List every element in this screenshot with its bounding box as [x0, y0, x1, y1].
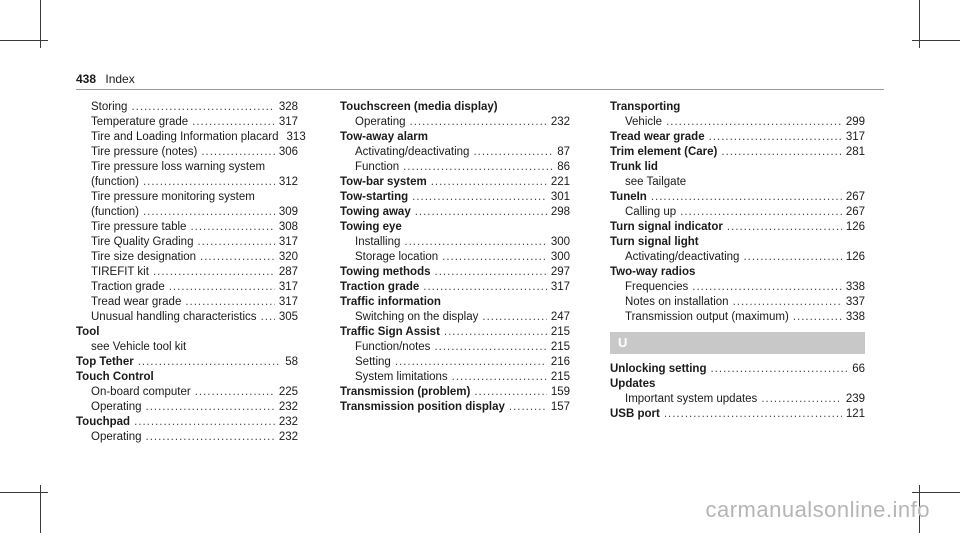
entry-label: System limitations	[355, 371, 448, 383]
index-heading: Two-way radios	[610, 266, 696, 278]
page-reference: 267	[845, 206, 865, 218]
page-reference: 306	[278, 146, 298, 158]
entry-label: Transmission position display	[340, 401, 505, 413]
entry-label: Transmission output (maximum)	[625, 311, 789, 323]
index-entry[interactable]	[610, 362, 865, 377]
entry-label: Activating/deactivating	[355, 146, 470, 158]
page-reference: 215	[550, 371, 570, 383]
dot-leader	[146, 430, 275, 445]
page-reference: 126	[845, 221, 865, 233]
index-heading: Tool	[76, 326, 100, 338]
index-entry[interactable]	[340, 385, 570, 400]
dot-leader	[134, 415, 275, 430]
index-subentry: Tire pressure loss warning system	[91, 161, 266, 173]
index-entry[interactable]	[340, 325, 570, 340]
crop-mark	[0, 40, 48, 41]
index-entry[interactable]	[610, 407, 865, 422]
page-reference: 225	[278, 386, 298, 398]
entry-label: (function)	[91, 206, 139, 218]
page-reference: 312	[278, 176, 298, 188]
dot-leader	[509, 400, 547, 415]
dot-leader	[138, 355, 281, 370]
index-subentry: see Tailgate	[625, 176, 687, 188]
entry-label: Tire and Loading Information placard	[91, 131, 279, 143]
entry-label: Turn signal indicator	[610, 221, 723, 233]
index-entry[interactable]	[340, 190, 570, 205]
page-reference: 126	[845, 251, 865, 263]
entry-label: Tread wear grade	[610, 131, 705, 143]
page-reference: 232	[550, 116, 570, 128]
entry-label: Traction grade	[340, 281, 420, 293]
entry-label: Storage location	[355, 251, 439, 263]
page-reference: 215	[550, 341, 570, 353]
entry-label: Trim element (Care)	[610, 146, 718, 158]
page-reference: 308	[278, 221, 298, 233]
dot-leader	[192, 115, 275, 130]
index-subentry[interactable]	[340, 340, 570, 355]
page-reference: 239	[845, 393, 865, 405]
entry-label: Setting	[355, 356, 391, 368]
index-subentry[interactable]	[76, 295, 298, 310]
dot-leader	[431, 175, 547, 190]
entry-label: TIREFIT kit	[91, 266, 149, 278]
dot-leader	[403, 160, 553, 175]
dot-leader	[185, 295, 274, 310]
index-subentry[interactable]	[340, 235, 570, 250]
crop-mark	[912, 40, 960, 41]
dot-leader	[721, 145, 841, 160]
entry-label: Traffic Sign Assist	[340, 326, 440, 338]
index-subentry[interactable]	[610, 295, 865, 310]
index-subentry[interactable]	[340, 250, 570, 265]
page-reference: 317	[278, 116, 298, 128]
dot-leader	[452, 370, 547, 385]
header-rule	[76, 89, 884, 90]
index-subentry[interactable]	[610, 392, 865, 407]
index-heading: Trunk lid	[610, 161, 658, 173]
index-subentry[interactable]	[610, 280, 865, 295]
page-reference: 86	[557, 161, 570, 173]
dot-leader	[197, 235, 274, 250]
dot-leader	[710, 362, 848, 377]
dot-leader	[474, 385, 546, 400]
dot-leader	[169, 280, 275, 295]
page-reference: 121	[845, 408, 865, 420]
dot-leader	[680, 205, 842, 220]
page-reference: 320	[278, 251, 298, 263]
entry-label: Frequencies	[625, 281, 689, 293]
index-subentry[interactable]	[76, 115, 298, 130]
index-subentry[interactable]	[76, 130, 306, 145]
dot-leader	[482, 310, 546, 325]
entry-label: TuneIn	[610, 191, 647, 203]
index-subentry[interactable]	[76, 145, 298, 160]
entry-label: USB port	[610, 408, 660, 420]
entry-label: Unlocking setting	[610, 363, 707, 375]
index-entry[interactable]	[610, 220, 865, 235]
entry-label: Operating	[91, 431, 142, 443]
page-reference: 247	[550, 311, 570, 323]
entry-label: Tow-bar system	[340, 176, 427, 188]
index-column-1	[76, 100, 306, 445]
dot-leader	[442, 250, 547, 265]
dot-leader	[733, 295, 842, 310]
dot-leader	[404, 235, 546, 250]
dot-leader	[727, 220, 842, 235]
index-subentry[interactable]	[76, 265, 298, 280]
page-reference: 297	[550, 266, 570, 278]
index-subentry: see Vehicle tool kit	[91, 341, 187, 353]
entry-label: Installing	[355, 236, 401, 248]
index-entry[interactable]	[76, 415, 298, 430]
page-header	[76, 72, 135, 86]
index-subentry[interactable]	[340, 310, 570, 325]
entry-label: Tire pressure (notes)	[91, 146, 198, 158]
page-reference: 87	[557, 146, 570, 158]
entry-label: Activating/deactivating	[625, 251, 740, 263]
entry-label: Towing away	[340, 206, 411, 218]
page-reference: 216	[550, 356, 570, 368]
entry-label: Tire size designation	[91, 251, 197, 263]
index-entry[interactable]	[340, 400, 570, 415]
entry-label: Top Tether	[76, 356, 134, 368]
dot-leader	[415, 205, 547, 220]
page-reference: 305	[278, 311, 298, 323]
index-subentry[interactable]	[610, 115, 865, 130]
dot-leader	[444, 325, 547, 340]
index-subentry[interactable]	[76, 385, 298, 400]
index-heading: Traffic information	[340, 296, 441, 308]
index-column-2	[340, 100, 570, 415]
index-subentry[interactable]	[340, 355, 570, 370]
index-heading: Tow-away alarm	[340, 131, 428, 143]
index-heading: Transporting	[610, 101, 681, 113]
index-entry[interactable]	[610, 130, 865, 145]
entry-label: Tow-starting	[340, 191, 409, 203]
index-subentry[interactable]	[76, 175, 298, 190]
dot-leader	[434, 340, 546, 355]
index-entry[interactable]	[340, 175, 570, 190]
dot-leader	[651, 190, 842, 205]
index-subentry[interactable]	[610, 205, 865, 220]
dot-leader	[143, 175, 275, 190]
dot-leader	[201, 145, 275, 160]
index-subentry[interactable]	[610, 250, 865, 265]
dot-leader	[261, 310, 275, 325]
entry-label: (function)	[91, 176, 139, 188]
page-reference: 317	[278, 296, 298, 308]
page-reference: 298	[550, 206, 570, 218]
dot-leader	[200, 250, 275, 265]
entry-label: Important system updates	[625, 393, 758, 405]
page-reference: 338	[845, 281, 865, 293]
index-heading: Turn signal light	[610, 236, 699, 248]
dot-leader	[153, 265, 275, 280]
index-subentry[interactable]	[340, 145, 570, 160]
entry-label: Towing methods	[340, 266, 431, 278]
page-title: Index	[105, 72, 135, 86]
page-reference: 287	[278, 266, 298, 278]
entry-label: Traction grade	[91, 281, 165, 293]
index-subentry[interactable]	[76, 205, 298, 220]
dot-leader	[143, 205, 275, 220]
page-reference: 281	[845, 146, 865, 158]
dot-leader	[709, 130, 842, 145]
dot-leader	[435, 265, 547, 280]
dot-leader	[666, 115, 842, 130]
entry-label: Touchpad	[76, 416, 131, 428]
index-subentry[interactable]	[340, 115, 570, 130]
index-heading: Updates	[610, 378, 656, 390]
index-subentry[interactable]	[76, 280, 298, 295]
dot-leader	[423, 280, 547, 295]
index-entry[interactable]	[76, 355, 298, 370]
page-reference: 317	[278, 236, 298, 248]
dot-leader	[395, 355, 547, 370]
index-entry[interactable]	[610, 145, 865, 160]
page-reference: 313	[286, 131, 306, 143]
entry-label: Function/notes	[355, 341, 431, 353]
dot-leader	[195, 385, 275, 400]
entry-label: Tire Quality Grading	[91, 236, 194, 248]
entry-label: Transmission (problem)	[340, 386, 471, 398]
page-reference: 232	[278, 416, 298, 428]
crop-mark	[912, 492, 960, 493]
index-subentry[interactable]	[610, 310, 865, 325]
page-reference: 58	[285, 356, 298, 368]
entry-label: Vehicle	[625, 116, 663, 128]
page-reference: 301	[550, 191, 570, 203]
entry-label: Storing	[91, 101, 128, 113]
page-reference: 300	[550, 251, 570, 263]
index-subentry[interactable]	[76, 250, 298, 265]
dot-leader	[743, 250, 841, 265]
index-entry[interactable]	[340, 280, 570, 295]
page-reference: 317	[278, 281, 298, 293]
dot-leader	[131, 100, 274, 115]
entry-label: On-board computer	[91, 386, 191, 398]
watermark: carmanualsonline.info	[705, 497, 930, 522]
entry-label: Function	[355, 161, 400, 173]
entry-label: Notes on installation	[625, 296, 729, 308]
page-reference: 309	[278, 206, 298, 218]
page-reference: 232	[278, 401, 298, 413]
dot-leader	[473, 145, 553, 160]
dot-leader	[761, 392, 842, 407]
index-heading: Touch Control	[76, 371, 154, 383]
index-subentry[interactable]	[76, 220, 298, 235]
entry-label: Tire pressure table	[91, 221, 187, 233]
entry-label: Operating	[355, 116, 406, 128]
index-entry[interactable]	[340, 205, 570, 220]
index-subentry[interactable]	[76, 430, 298, 445]
dot-leader	[190, 220, 274, 235]
index-heading: Towing eye	[340, 221, 402, 233]
page-reference: 317	[845, 131, 865, 143]
dot-leader	[412, 190, 547, 205]
entry-label: Unusual handling characteristics	[91, 311, 257, 323]
page-number: 438	[76, 72, 97, 86]
page-reference: 300	[550, 236, 570, 248]
page-reference: 317	[550, 281, 570, 293]
index-subentry[interactable]	[76, 310, 298, 325]
page-reference: 66	[852, 363, 865, 375]
section-letter: U	[610, 332, 865, 354]
dot-leader	[692, 280, 842, 295]
page-reference: 232	[278, 431, 298, 443]
entry-label: Temperature grade	[91, 116, 189, 128]
entry-label: Tread wear grade	[91, 296, 182, 308]
dot-leader	[146, 400, 275, 415]
page-reference: 267	[845, 191, 865, 203]
index-subentry: Tire pressure monitoring system	[91, 191, 255, 203]
index-subentry[interactable]	[76, 400, 298, 415]
index-subentry[interactable]	[340, 370, 570, 385]
crop-mark	[0, 492, 48, 493]
dot-leader	[664, 407, 842, 422]
page-reference: 159	[550, 386, 570, 398]
page-reference: 157	[550, 401, 570, 413]
index-subentry[interactable]	[76, 100, 298, 115]
page-reference: 221	[550, 176, 570, 188]
index-column-3	[610, 100, 865, 422]
index-subentry[interactable]	[76, 235, 298, 250]
index-entry[interactable]	[340, 265, 570, 280]
dot-leader	[793, 310, 842, 325]
page-reference: 337	[845, 296, 865, 308]
page-reference: 215	[550, 326, 570, 338]
page-reference: 338	[845, 311, 865, 323]
dot-leader	[410, 115, 547, 130]
entry-label: Operating	[91, 401, 142, 413]
entry-label: Calling up	[625, 206, 677, 218]
index-heading: Touchscreen (media display)	[340, 101, 498, 113]
index-subentry[interactable]	[340, 160, 570, 175]
page-reference: 299	[845, 116, 865, 128]
index-entry[interactable]	[610, 190, 865, 205]
entry-label: Switching on the display	[355, 311, 479, 323]
page-reference: 328	[278, 101, 298, 113]
